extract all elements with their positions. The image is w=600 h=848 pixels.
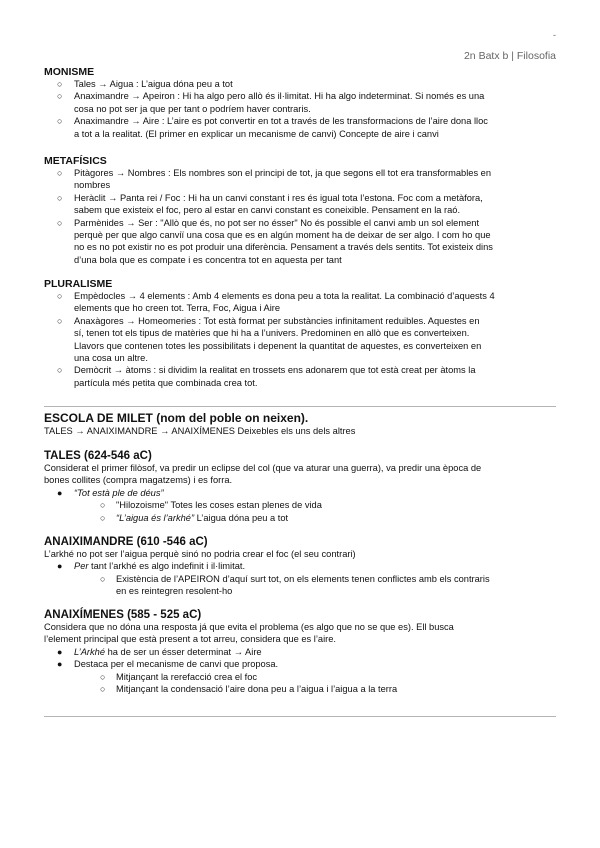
list-item: ○ Heràclit → Panta rei / Foc : Hi ha un canvi constant i res és igual tota l’estona. Foc com a metàfora, bbox=[57, 192, 483, 203]
pluralisme-section bbox=[44, 278, 556, 389]
hollow-bullet-icon: ○ bbox=[57, 365, 63, 376]
heading: ANAIXIMANDRE (610 -546 aC) bbox=[44, 536, 208, 548]
disc-bullet-icon: ● bbox=[57, 487, 63, 498]
paragraph: L’arkhé no pot ser l’aigua perquè sinó no podria crear el foc (el seu contrari) bbox=[44, 549, 356, 559]
anaiximandre-list bbox=[44, 560, 556, 597]
list-item: ○ Anaximandre → Apeiron : Hi ha algo pero allò és il·limitat. Hi ha algo indeterminat. Si només es una bbox=[57, 91, 485, 102]
list-item: ○ Empèdocles → 4 elements : Amb 4 elements es dona peu a tota la realitat. La combinació d’aquests 4 bbox=[57, 291, 495, 301]
list-item: ● Per tant l’arkhé es algo indefinit i il·limitat. bbox=[57, 561, 246, 572]
anaiximenes-list bbox=[44, 646, 556, 696]
list-item: ○ Mitjançant la rerefacció crea el foc bbox=[100, 671, 258, 682]
divider bbox=[44, 716, 556, 717]
list-item-continuation: una cosa un altre. bbox=[74, 353, 148, 364]
list-item: ● “Tot està ple de déus” bbox=[57, 487, 164, 498]
list-item: ○ Parmènides → Ser : "Allò que és, no pot ser no ésser" No és possible el canvi amb un sol element bbox=[57, 217, 480, 228]
paragraph: Considerat el primer filòsof, va predir un eclipse del col (que va aturar una guerra), va predir una època de bbox=[44, 463, 482, 473]
list-item: ○ Pitàgores → Nombres : Els nombres son el principi de tot, ja que segons ell tot era transformables en bbox=[57, 168, 492, 178]
list-item-continuation: Llavors que contenen totes les possibilitats i depenent la quantitat de aquestes, es converteixen en bbox=[74, 340, 482, 351]
heading: ANAIXÍMENES (585 - 525 aC) bbox=[44, 609, 202, 621]
list-item-continuation: partícula més petita que combinada crea tot. bbox=[74, 377, 258, 388]
anaiximenes-section bbox=[44, 609, 556, 695]
lineage-line: TALES → ANAIXIMANDRE → ANAIXÍMENES Deixebles els uns dels altres bbox=[44, 426, 356, 436]
heading: ESCOLA DE MILET (nom del poble on neixen). bbox=[44, 411, 309, 425]
heading: TALES (624-546 aC) bbox=[44, 450, 152, 462]
milet-section bbox=[44, 411, 556, 437]
list-item: ○ Tales → Aigua : L’aigua dóna peu a tot bbox=[57, 79, 233, 89]
disc-bullet-icon: ● bbox=[57, 646, 63, 657]
hollow-bullet-icon: ○ bbox=[100, 573, 106, 584]
list-item-continuation: en es reintegren resolent-ho bbox=[116, 586, 233, 597]
hollow-bullet-icon: ○ bbox=[100, 684, 106, 695]
hollow-bullet-icon: ○ bbox=[57, 79, 63, 89]
hollow-bullet-icon: ○ bbox=[100, 500, 106, 511]
monisme-section bbox=[44, 66, 556, 140]
document-header: 2n Batx b | Filosofia bbox=[463, 50, 556, 62]
list-item-continuation: sabem que existeix el foc, pero al estar en canvi constant es coneixible. Pensament en la raó. bbox=[74, 205, 461, 216]
list-item-continuation: a tot a la realitat. (El primer en explicar un mecanisme de canvi) Concepte de aire i canvi bbox=[74, 128, 439, 139]
disc-bullet-icon: ● bbox=[57, 561, 63, 572]
divider bbox=[44, 406, 556, 407]
paragraph: l’element principal que està present a tot arreu, considera que es l’aire. bbox=[44, 634, 336, 645]
hollow-bullet-icon: ○ bbox=[57, 217, 63, 228]
hollow-bullet-icon: ○ bbox=[57, 315, 63, 326]
hollow-bullet-icon: ○ bbox=[57, 192, 63, 203]
hollow-bullet-icon: ○ bbox=[57, 91, 63, 102]
list-item-continuation: perquè per que algo canviï una cosa que es en algún moment ha de deixar de ser algo. I com ho que bbox=[74, 230, 491, 241]
anaiximandre-section bbox=[44, 536, 556, 598]
list-item-continuation: d’una bola que es compate i es concentra tot en aquesta per tant bbox=[74, 254, 342, 265]
section-title: MONISME bbox=[44, 66, 95, 78]
list-item: ○ Mitjançant la condensació l’aire dona peu a l’aigua i l’aigua a la terra bbox=[100, 684, 398, 695]
metafisics-list bbox=[44, 167, 556, 266]
metafisics-section bbox=[44, 155, 556, 266]
list-item: ○ "Hilozoisme" Totes les coses estan plenes de vida bbox=[100, 500, 322, 511]
disc-bullet-icon: ● bbox=[57, 659, 63, 670]
paragraph: Considera que no dóna una resposta já que evita el problema (es algo que no se que es). Ell busca bbox=[44, 622, 454, 632]
section-title: PLURALISME bbox=[44, 278, 113, 290]
hollow-bullet-icon: ○ bbox=[100, 671, 106, 682]
paragraph: bones collites (compra magatzems) i es forra. bbox=[44, 475, 233, 486]
list-item: ○ Existència de l’APEIRON d’aquí surt tot, on els elements tenen conflictes amb els contraris bbox=[100, 573, 490, 584]
section-title: METAFÍSICS bbox=[44, 155, 107, 167]
list-item-continuation: sí, tenen tot els tipus de matèries que hi ha a l’univers. Predominen en allò que es converteixen. bbox=[74, 328, 470, 339]
hollow-bullet-icon: ○ bbox=[100, 512, 106, 523]
list-item-continuation: cosa no pot ser ja que per tant o podríem haver contraris. bbox=[74, 103, 311, 114]
list-item: ○ Anaximandre → Aire : L’aire es pot convertir en tot a través de les transformacions de l’aire dona lloc bbox=[57, 116, 488, 127]
list-item: ● L’Arkhé ha de ser un ésser determinat → Aire bbox=[57, 646, 262, 657]
hollow-bullet-icon: ○ bbox=[57, 168, 63, 178]
page-dash: - bbox=[553, 30, 556, 40]
list-item-continuation: elements que ho creen tot. Terra, Foc, Aigua i Aire bbox=[74, 303, 281, 314]
hollow-bullet-icon: ○ bbox=[57, 116, 63, 127]
list-item-continuation: no es no pot existir no es pot produir una diferència. Pensament a través dels sentits. Tot existeix dins bbox=[74, 242, 493, 253]
hollow-bullet-icon: ○ bbox=[57, 291, 63, 301]
monisme-list bbox=[44, 78, 556, 140]
tales-list bbox=[44, 487, 556, 524]
list-item: ● Destaca per el mecanisme de canvi que proposa. bbox=[57, 659, 279, 670]
pluralisme-list bbox=[44, 290, 556, 389]
tales-section bbox=[44, 450, 556, 524]
list-item: ○ Demòcrit → àtoms : si dividim la realitat en trossets ens adonarem que tot està creat per àtoms la bbox=[57, 365, 476, 376]
list-item: ○ “L’aigua és l’arkhé” L’aigua dóna peu a tot bbox=[100, 512, 289, 523]
list-item: ○ Anaxàgores → Homeomeries : Tot està format per substàncies infinitament reduibles. Aquestes en bbox=[57, 315, 480, 326]
list-item-continuation: nombres bbox=[74, 180, 111, 191]
